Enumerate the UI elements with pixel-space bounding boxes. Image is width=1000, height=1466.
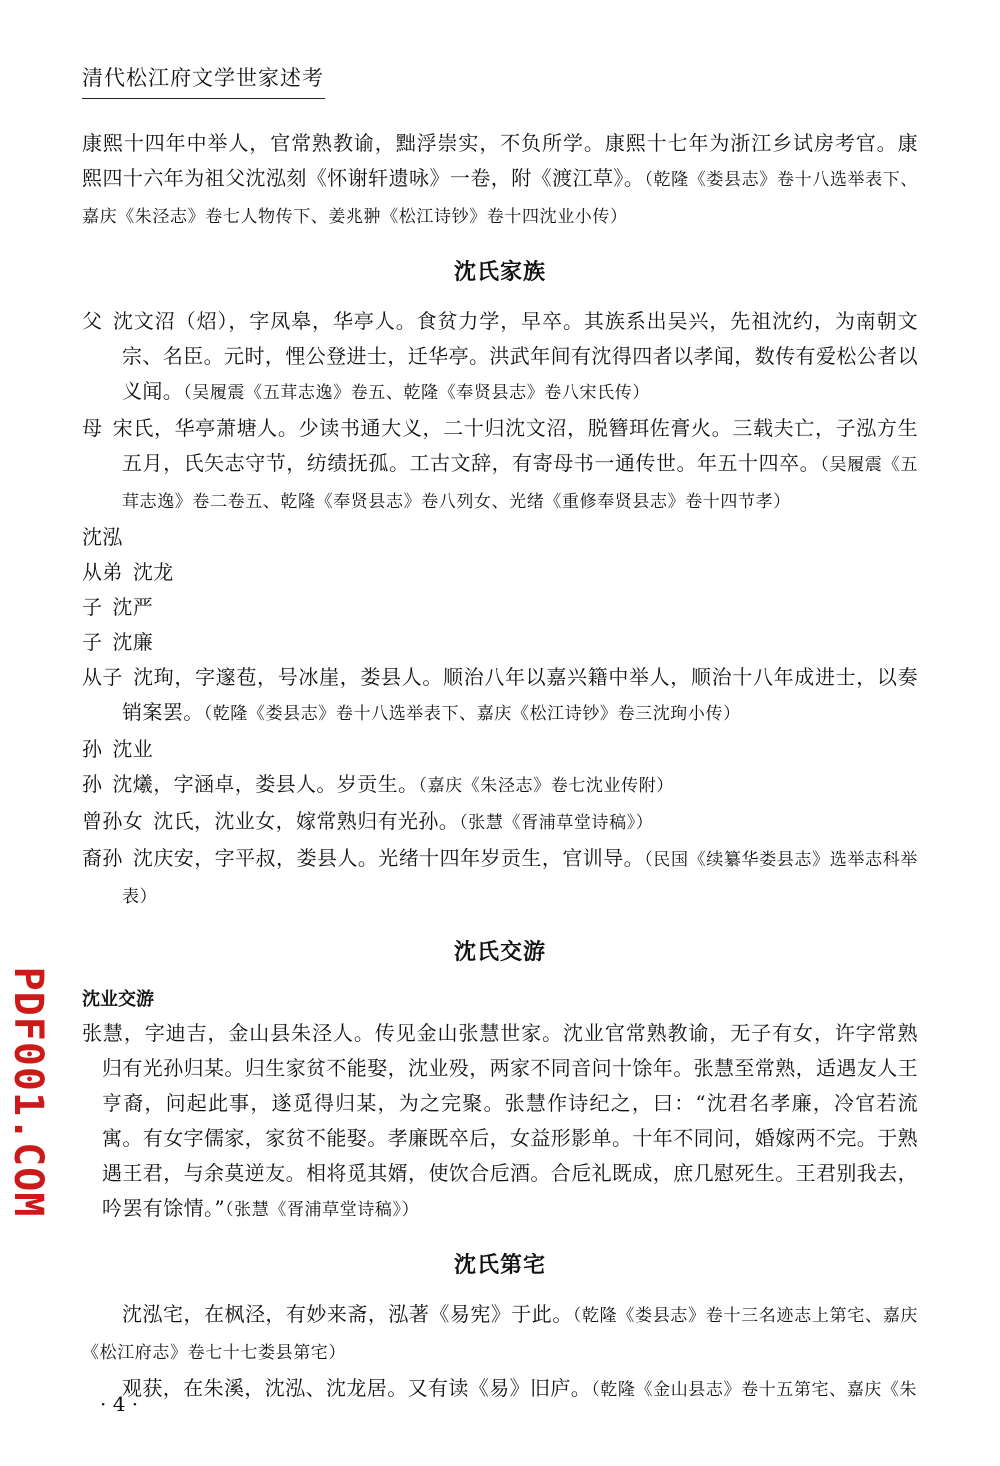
entry-relation: 曾孙女 <box>82 809 144 833</box>
family-entry <box>82 520 918 555</box>
subheading-shen-ye-travels: 沈业交游 <box>82 989 154 1010</box>
entry-relation: 孙 <box>82 737 103 761</box>
family-entry <box>82 804 918 841</box>
entry-ref: （张慧《胥浦草堂诗稿》） <box>459 813 654 833</box>
section-title-residence: 沈氏第宅 <box>453 1253 546 1278</box>
family-entry <box>82 625 918 660</box>
intro-text: 康熙十四年中举人，官常熟教谕，黜浮崇实，不负所学。康熙十七年为浙江乡试房考官。康熙四十六年为祖父沈泓刻《怀谢轩遗咏》一卷，附《渡江草》。 <box>82 131 918 190</box>
entry-text: 沈业 <box>112 737 154 761</box>
entry-relation: 子 <box>82 630 103 654</box>
travels-paragraph <box>82 1016 918 1228</box>
family-entry <box>82 411 918 520</box>
entry-ref: （嘉庆《朱泾志》卷七沈业传附） <box>418 776 674 796</box>
entry-ref: （乾隆《娄县志》卷十八选举表下、嘉庆《松江诗钞》卷三沈珣小传） <box>203 704 741 724</box>
residence-paragraph <box>82 1297 918 1371</box>
entry-relation: 母 <box>82 416 103 440</box>
entry-relation: 裔孙 <box>82 846 123 870</box>
entry-ref: （吴履震《五茸志逸》卷五、乾隆《奉贤县志》卷八宋氏传） <box>183 383 650 403</box>
entry-text: 沈氏，沈业女，嫁常熟归有光孙。 <box>153 809 460 833</box>
family-entry <box>82 767 918 804</box>
entry-text: 沈廉 <box>112 630 154 654</box>
entry-relation: 孙 <box>82 772 103 796</box>
entry-ref: （吴履震《五茸志逸》卷二卷五、乾隆《奉贤县志》卷八列女、光绪《重修奉贤县志》卷十四节孝） <box>122 455 918 512</box>
family-entry <box>82 304 918 411</box>
page-number: · 4 · <box>100 1392 139 1416</box>
entry-text: 沈文沼（炤），字凤皋，华亭人。食贫力学，早卒。其族系出吴兴，先祖沈约，为南朝文宗、名臣。元时，悝公登进士，迁华亭。洪武年间有沈得四者以孝闻，数传有爱松公者以义闻。 <box>112 309 918 403</box>
family-entry <box>82 732 918 767</box>
intro-ref: （乾隆《娄县志》卷十八选举表下、嘉庆《朱泾志》卷七人物传下、姜兆翀《松江诗钞》卷十四沈业小传） <box>82 170 919 227</box>
entry-text: 沈珣，字邃苞，号冰崖，娄县人。顺治八年以嘉兴籍中举人，顺治十八年成进士，以奏销案罢。 <box>122 665 918 724</box>
running-header <box>82 62 325 99</box>
residence-text: 观获，在朱溪，沈泓、沈龙居。又有读《易》旧庐。 <box>122 1376 592 1400</box>
residence-paragraph <box>82 1371 918 1408</box>
watermark <box>5 966 51 1218</box>
entry-text: 沈庆安，字平叔，娄县人。光绪十四年岁贡生，官训导。 <box>132 846 645 870</box>
family-entry <box>82 555 918 590</box>
entry-text: 宋氏，华亭萧塘人。少读书通大义，二十归沈文沼，脱簪珥佐膏火。三载夫亡，子泓方生五月，氏矢志守节，纺绩抚孤。工古文辞，有寄母书一通传世。年五十四卒。 <box>112 416 918 475</box>
family-entry <box>82 841 918 915</box>
family-entry <box>82 590 918 625</box>
residence-ref: （乾隆《娄县志》卷十三名迹志上第宅、嘉庆《松江府志》卷七十七娄县第宅） <box>82 1306 918 1363</box>
section-title-family: 沈氏家族 <box>453 260 546 285</box>
residence-text: 沈泓宅，在枫泾，有妙来斋，泓著《易宪》于此。 <box>122 1302 573 1326</box>
watermark-text: PDF001.COM <box>5 966 51 1218</box>
entry-text: 沈爔，字涵卓，娄县人。岁贡生。 <box>112 772 419 796</box>
page-body <box>82 126 918 1408</box>
family-entry <box>82 660 918 732</box>
section-title-travels: 沈氏交游 <box>453 940 546 965</box>
travels-ref: （张慧《胥浦草堂诗稿》） <box>225 1200 420 1220</box>
entry-ref: （民国《续纂华娄县志》选举志科举表） <box>122 850 919 907</box>
travels-text: 张慧，字迪吉，金山县朱泾人。传见金山张慧世家。沈业官常熟教谕，无子有女，许字常熟归有光孙归某。归生家贫不能娶，沈业殁，两家不同音问十馀年。张慧至常熟，适遇友人王亨裔，问起此事，遂觅得归某，为之完聚。张慧作诗纪之，曰：“沈君名孝廉，冷官若流寓。有女字儒家，家贫不能娶。孝廉既卒后，女益形影单。十年不同问，婚嫁两不完。于熟遇王君，与余莫逆友。相将觅其婿，使饮合卮酒。合卮礼既成，庶几慰死生。王君别我去，吟罢有馀情。” <box>82 1021 918 1220</box>
entry-relation: 从子 <box>82 665 123 689</box>
entry-text: 沈泓 <box>82 525 123 549</box>
entry-relation: 子 <box>82 595 103 619</box>
entry-text: 沈严 <box>112 595 154 619</box>
book-title: 清代松江府文学世家述考 <box>82 66 324 90</box>
residence-ref: （乾隆《金山县志》卷十五第宅、嘉庆《朱 <box>591 1380 918 1400</box>
intro-paragraph <box>82 126 918 235</box>
entry-text: 沈龙 <box>132 560 174 584</box>
entry-relation: 从弟 <box>82 560 123 584</box>
entry-relation: 父 <box>82 309 103 333</box>
